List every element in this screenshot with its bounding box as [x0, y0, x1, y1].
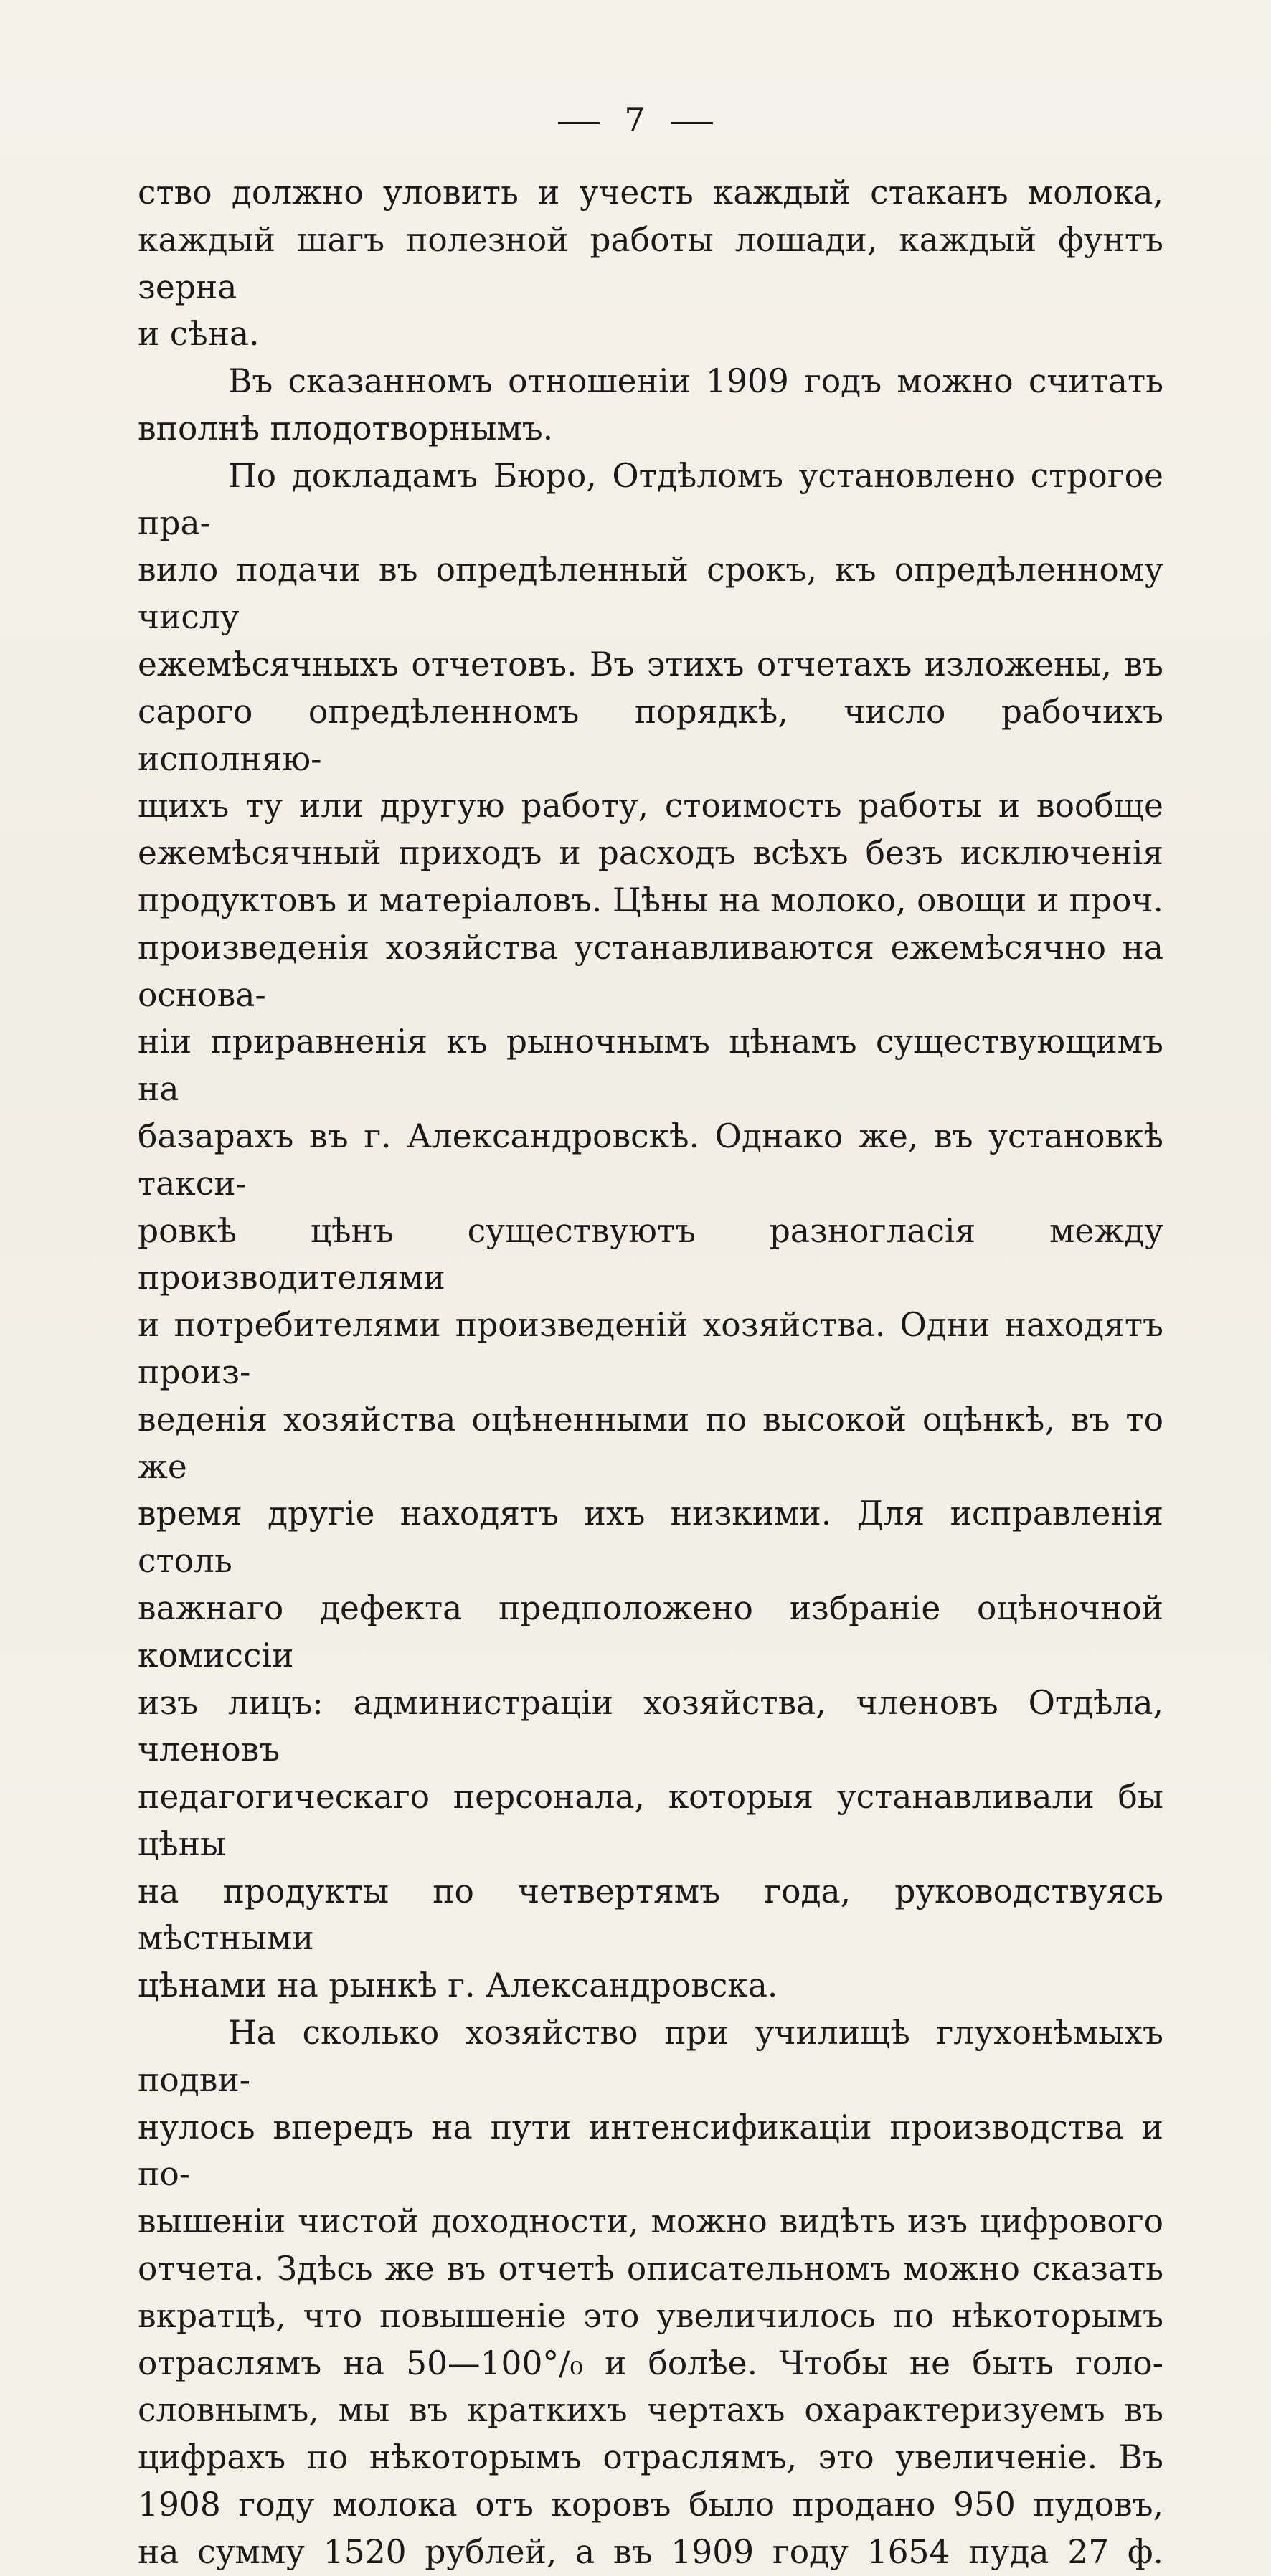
- text-line: По докладамъ Бюро, Отдѣломъ установлено строгое пра-: [138, 456, 1163, 542]
- text-line: нулось впередъ на пути интенсификаціи производства и по-: [138, 2108, 1163, 2194]
- text-line: цифрахъ по нѣкоторымъ отраслямъ, это увеличеніе. Въ: [138, 2438, 1163, 2477]
- paragraph: [138, 453, 1163, 2009]
- text-line: каждый шагъ полезной работы лошади, каждый фунтъ зерна: [138, 220, 1163, 306]
- text-line: цѣнами на рынкѣ г. Александровска.: [138, 1966, 778, 2005]
- text-line: На сколько хозяйство при училищѣ глухонѣмыхъ подви-: [138, 2014, 1163, 2099]
- paragraph: [138, 2009, 1163, 2576]
- text-line: 1908 году молока отъ коровъ было продано 950 пудовъ,: [138, 2486, 1163, 2524]
- page-number-value: 7: [624, 100, 647, 139]
- text-line: отчета. Здѣсь же въ отчетѣ описательномъ можно сказать: [138, 2250, 1163, 2288]
- text-line: произведенія хозяйства устанавливаются ежемѣсячно на основа-: [138, 928, 1163, 1014]
- text-line: ство должно уловить и учесть каждый стаканъ молока,: [138, 174, 1163, 212]
- text-line: и сѣна.: [138, 315, 260, 354]
- paragraph: [138, 358, 1163, 453]
- text-line: ніи приравненія къ рыночнымъ цѣнамъ существующимъ на: [138, 1023, 1163, 1109]
- text-line: базарахъ въ г. Александровскѣ. Однако же, въ установкѣ такси-: [138, 1117, 1163, 1203]
- paragraph: [138, 169, 1163, 358]
- page-number: [0, 100, 1271, 139]
- body-text: [138, 169, 1163, 2576]
- text-line: отраслямъ на 50—100°/₀ и болѣе. Чтобы не быть голо-: [138, 2344, 1163, 2382]
- text-line: продуктовъ и матеріаловъ. Цѣны на молоко, овощи и проч.: [138, 881, 1163, 919]
- text-line: на продукты по четвертямъ года, руководствуясь мѣстными: [138, 1872, 1163, 1958]
- text-line: на сумму 1520 рублей, а въ 1909 году 1654 пуда 27 ф.: [138, 2532, 1163, 2571]
- text-line: ежемѣсячный приходъ и расходъ всѣхъ безъ исключенія: [138, 834, 1163, 873]
- text-line: время другіе находятъ ихъ низкими. Для исправленія столь: [138, 1495, 1163, 1581]
- text-line: вкратцѣ, что повышеніе это увеличилось по нѣкоторымъ: [138, 2296, 1163, 2335]
- text-line: вышеніи чистой доходности, можно видѣть изъ цифрового: [138, 2202, 1163, 2241]
- right-dash: [671, 122, 713, 124]
- text-line: важнаго дефекта предположено избраніе оцѣночной комиссіи: [138, 1588, 1163, 1675]
- text-line: изъ лицъ: администраціи хозяйства, членовъ Отдѣла, членовъ: [138, 1683, 1163, 1769]
- text-line: ежемѣсячныхъ отчетовъ. Въ этихъ отчетахъ изложены, въ: [138, 645, 1163, 683]
- text-line: вило подачи въ опредѣленный срокъ, къ опредѣленному числу: [138, 551, 1163, 637]
- text-line: щихъ ту или другую работу, стоимость работы и вообще: [138, 787, 1163, 825]
- text-line: ровкѣ цѣнъ существуютъ разногласія между производителями: [138, 1211, 1163, 1297]
- text-line: сарого опредѣленномъ порядкѣ, число рабочихъ исполняю-: [138, 692, 1163, 778]
- text-line: педагогическаго персонала, которыя устанавливали бы цѣны: [138, 1778, 1163, 1863]
- text-line: вполнѣ плодотворнымъ.: [138, 409, 554, 448]
- text-line: Въ сказанномъ отношеніи 1909 годъ можно считать: [228, 362, 1163, 401]
- left-dash: [558, 122, 600, 124]
- text-line: словнымъ, мы въ краткихъ чертахъ охарактеризуемъ въ: [138, 2391, 1163, 2430]
- text-line: и потребителями произведеній хозяйства. Одни находятъ произ-: [138, 1306, 1163, 1391]
- text-line: веденія хозяйства оцѣненными по высокой оцѣнкѣ, въ то же: [138, 1400, 1163, 1486]
